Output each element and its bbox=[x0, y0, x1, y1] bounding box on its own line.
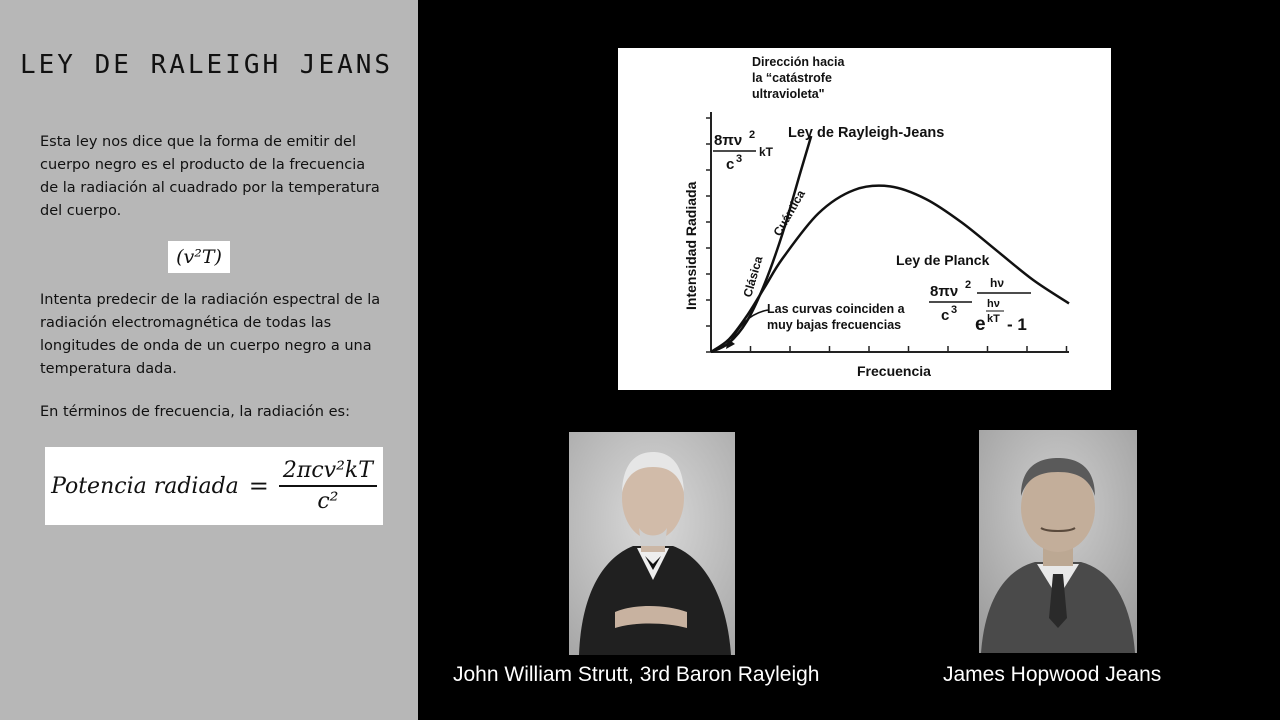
cuantica-label: Cuántica bbox=[770, 187, 808, 239]
rj-numerator-sup: 2 bbox=[749, 129, 756, 141]
radiation-graph bbox=[618, 48, 1111, 390]
formula-v2t-text: (v²T) bbox=[176, 246, 222, 268]
planck-e: e bbox=[975, 314, 986, 335]
paragraph-definition: Esta ley nos dice que la forma de emitir del cuerpo negro es el producto de la frecuencia de la radiación al cuadrado por la temperatura del cuerpo. bbox=[40, 134, 380, 219]
x-axis-label: Frecuencia bbox=[857, 363, 931, 379]
note-line-2: muy bajas frecuencias bbox=[767, 318, 902, 332]
formula-potencia bbox=[45, 447, 383, 525]
clasica-label: Clásica bbox=[740, 254, 766, 299]
rj-denominator: c bbox=[726, 156, 735, 173]
rj-tail: kT bbox=[759, 145, 774, 159]
rj-denominator-sup: 3 bbox=[736, 153, 743, 165]
planck-exp-den: kT bbox=[987, 313, 1000, 325]
radiation-graph-svg bbox=[618, 48, 1111, 390]
planck-exp-num: hν bbox=[987, 298, 1000, 310]
rayleigh-jeans-label: Ley de Rayleigh-Jeans bbox=[788, 125, 945, 141]
formula-fraction bbox=[279, 458, 377, 514]
paragraph-purpose: Intenta predecir de la radiación espectral de la radiación electromagnética de todas las longitudes de onda de un cuerpo negro a una temperatura dada. bbox=[40, 292, 381, 377]
portrait-rayleigh-image bbox=[569, 432, 735, 655]
slide-title: LEY DE RALEIGH JEANS bbox=[20, 50, 394, 80]
planck-formula bbox=[929, 276, 1031, 335]
planck-denominator-sup: 3 bbox=[951, 304, 958, 316]
planck-label: Ley de Planck bbox=[896, 252, 990, 268]
planck-denominator: c bbox=[941, 307, 950, 324]
y-axis-label: Intensidad Radiada bbox=[683, 181, 699, 310]
annotation-top-2: la “catástrofe bbox=[752, 71, 832, 85]
paragraph-frequency: En términos de frecuencia, la radiación es: bbox=[40, 404, 350, 420]
note-line-1: Las curvas coinciden a bbox=[767, 302, 905, 316]
portrait-jeans bbox=[979, 430, 1137, 653]
caption-jeans: James Hopwood Jeans bbox=[943, 663, 1162, 686]
caption-rayleigh: John William Strutt, 3rd Baron Rayleigh bbox=[453, 663, 820, 686]
planck-numerator-sup: 2 bbox=[965, 279, 972, 291]
annotation-top-3: ultravioleta" bbox=[752, 87, 825, 101]
planck-hv: hν bbox=[990, 276, 1005, 290]
portrait-rayleigh bbox=[569, 432, 735, 655]
rayleigh-jeans-formula bbox=[713, 129, 774, 173]
formula-lhs: Potencia radiada bbox=[51, 473, 239, 499]
rj-numerator: 8πν bbox=[714, 132, 743, 149]
planck-numerator: 8πν bbox=[930, 283, 959, 300]
formula-equals: = bbox=[248, 472, 269, 500]
formula-v2t bbox=[168, 241, 230, 273]
annotation-top-1: Dirección hacia bbox=[752, 55, 845, 69]
planck-minus-one: - 1 bbox=[1007, 315, 1027, 334]
portrait-jeans-image bbox=[979, 430, 1137, 653]
formula-denominator: c² bbox=[317, 489, 339, 514]
formula-numerator: 2πcv²kT bbox=[279, 458, 377, 487]
